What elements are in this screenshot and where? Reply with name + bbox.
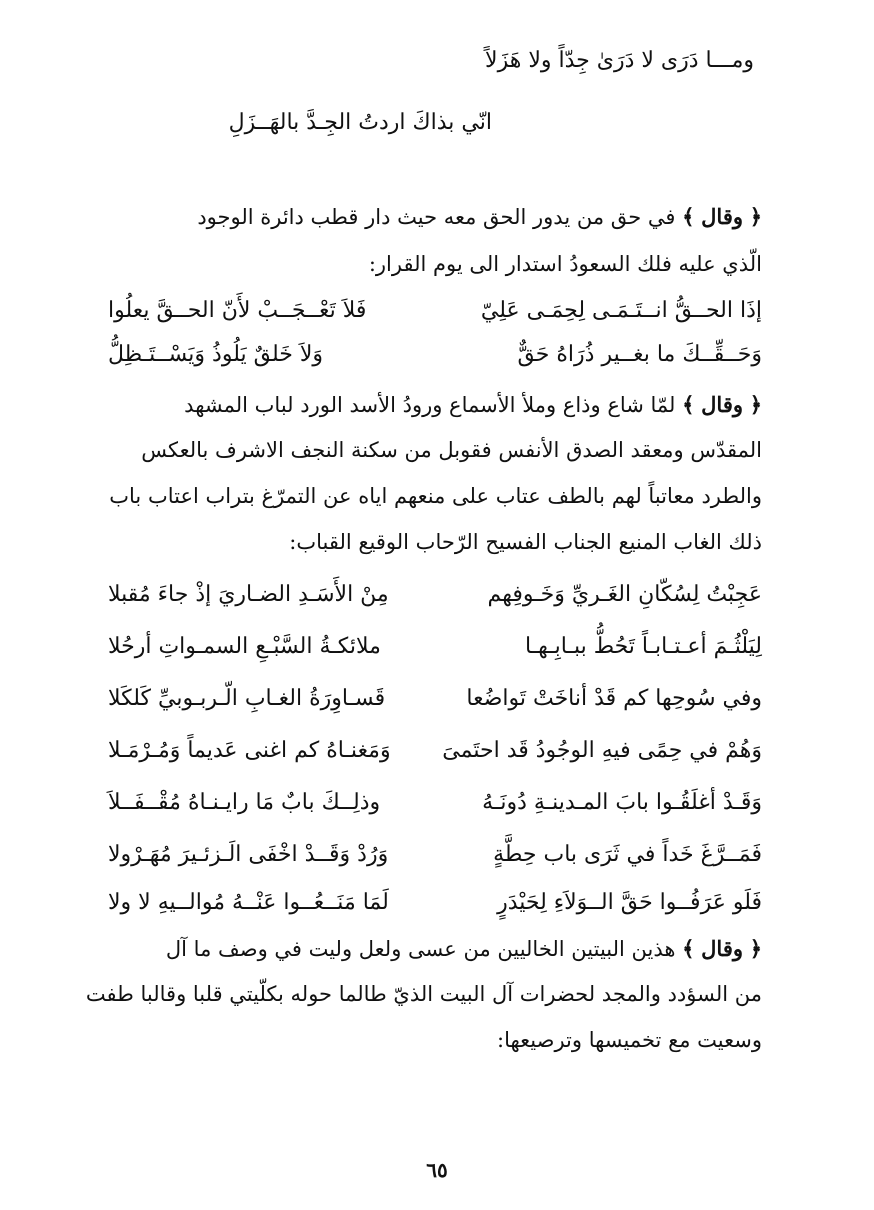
poem2-verse-7 (0, 892, 874, 932)
poem2-verse-1 (0, 584, 874, 624)
poem2-verse-3 (0, 688, 874, 728)
ornament-close: ﴾ (682, 204, 695, 229)
section3-line1 (106, 938, 762, 960)
ornament-open: ﴿ (749, 392, 762, 417)
section3-line2: من السؤدد والمجد لحضرات آل البيت الذيّ طالما حوله بكلّيتي قلبا وقالبا طفت (85, 982, 762, 1006)
hemistich-second: ملائكـةُ السَّبْـعِ السمـواتِ أرحُلا (108, 634, 381, 659)
section1-intro-line1 (106, 206, 762, 228)
section3-line3: وسعيت مع تخميسها وترصيعها: (497, 1028, 762, 1052)
hemistich-second: وَلاَ خَلقٌ يَلُوذُ وَيَسْــتَـظِلُّ (108, 342, 324, 367)
poem2-verse-6 (0, 844, 874, 884)
hemistich-second: وَمَغنـاهُ كم اغنى عَديماً وَمُـرْمَـلا (108, 738, 391, 763)
section2-line3: والطرد معاتباً لهم بالطف عتاب على منعهم اياه عن التمرّغ بتراب اعتاب باب (109, 484, 762, 508)
hemistich-first: وفي سُوحِها كم قَدْ أناخَتْ تَواضُعا (466, 686, 762, 711)
poem2-verse-5 (0, 792, 874, 832)
section2-line2: المقدّس ومعقد الصدق الأنفس فقوبل من سكنة النجف الاشرف بالعكس (141, 438, 762, 462)
section1-intro-line2: الّذي عليه فلك السعودُ استدار الى يوم القرار: (368, 252, 762, 276)
section-heading: وقال (701, 936, 743, 961)
hemistich-second: وَرُدْ وَقَــدْ اخْفَى الَـزئـيرَ مُهَـرْولا (108, 842, 389, 867)
ornament-close: ﴾ (682, 936, 695, 961)
poem1-verse-2 (0, 344, 874, 384)
hemistich-second: وذلِــكَ بابٌ مَا رايـنـاهُ مُقْــفَــلاَ (108, 790, 381, 815)
hemistich-first: إذَا الحــقُّ انــتَـمَـى لِحِمَـى عَلِيّ (480, 298, 762, 323)
section2-text: لمّا شاع وذاع وملأ الأسماع ورودُ الأسد الورد لباب المشهد (184, 393, 676, 417)
hemistich-first: وَهُمْ في حِمًى فيهِ الوجُودُ قَد احتَمىَ (442, 738, 762, 763)
hemistich-second: مِنْ الأَسَـدِ الضـاريَ إذْ جاءَ مُقبلا (108, 582, 389, 607)
page-number: ٦٥ (426, 1158, 448, 1182)
hemistich-first: فَمَــرَّغَ خَداً في ثَرَى باب حِطَّةٍ (493, 842, 762, 867)
hemistich-first: عَجِبْتُ لِسُكّانِ الغَـريِّ وَخَـوفِهم (487, 582, 762, 607)
hemistich-first: وَقَـدْ أغلَقُـوا بابَ المـدينـةِ دُونَـهُ (482, 790, 762, 815)
opening-verse-1: ومـــا دَرَى لا دَرَىٰ جِدّاً ولا هَزَلاً (485, 48, 754, 73)
section3-text: هذين البيتين الخاليين من عسى ولعل وليت في وصف ما آل (165, 937, 676, 961)
section-heading: وقال (701, 204, 743, 229)
opening-verse-2: انّي بذاكَ اردتُ الجِـدَّ بالهَــزَلِ (228, 110, 492, 135)
section2-line1 (106, 394, 762, 416)
ornament-open: ﴿ (749, 204, 762, 229)
hemistich-second: لَمَا مَنَــعُــوا عَنْــهُ مُوالــيهِ لا ولا (108, 890, 389, 915)
hemistich-first: وَحَــقِّــكَ ما بغــير ذُرَاهُ حَقٌّ (517, 342, 762, 367)
ornament-open: ﴿ (749, 936, 762, 961)
ornament-close: ﴾ (682, 392, 695, 417)
poem1-verse-1 (0, 300, 874, 340)
hemistich-second: قَسـاوِرَةُ الغـابِ الّـربـوبيِّ كَلكَلا (108, 686, 386, 711)
hemistich-second: فَلاَ تَعْــجَــبْ لأَنّ الحــقَّ يعلُوا (108, 298, 367, 323)
poem2-verse-4 (0, 740, 874, 780)
hemistich-first: لِيَلْثُـمَ أعـتـابـاً تَحُطُّ ببـابِـهـا (524, 634, 762, 659)
section-heading: وقال (701, 392, 743, 417)
hemistich-first: فَلَو عَرَفُــوا حَقَّ الــوَلاَءِ لِحَيْدَرٍ (497, 890, 762, 915)
poem2-verse-2 (0, 636, 874, 676)
section1-text: في حق من يدور الحق معه حيث دار قطب دائرة الوجود (197, 205, 676, 229)
section2-line4: ذلك الغاب المنيع الجناب الفسيح الرّحاب الوقيع القباب: (289, 530, 762, 554)
